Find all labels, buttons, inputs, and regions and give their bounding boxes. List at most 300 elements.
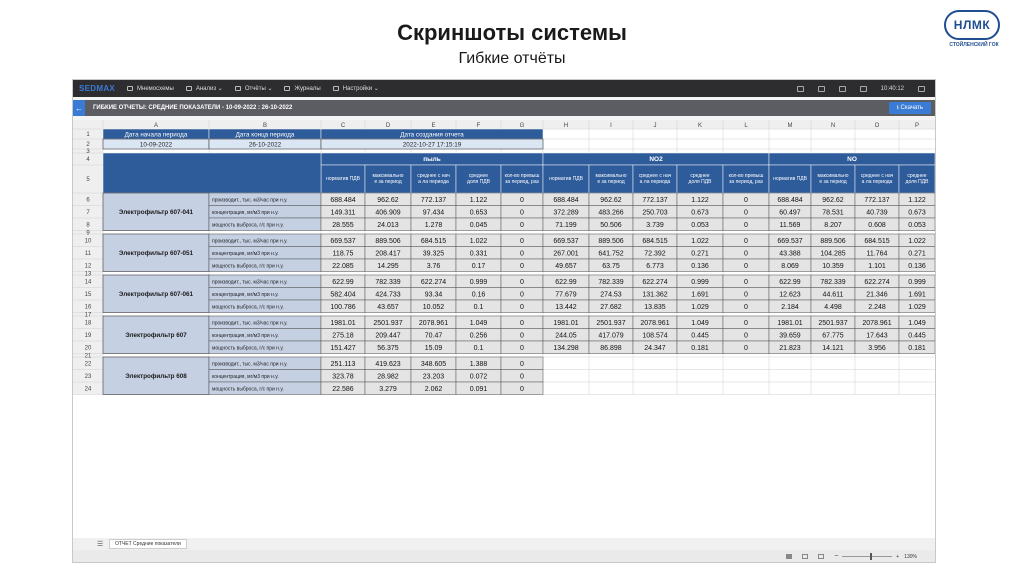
column-header-m: M — [787, 123, 793, 129]
row-number: 7 — [86, 209, 90, 216]
row-number: 23 — [84, 373, 92, 380]
metric-header-text: среднее с нач — [417, 173, 450, 179]
param-label-text: концентрация, мг/м3 при н.у. — [212, 291, 279, 298]
value-text: 244.05 — [555, 332, 577, 340]
value-text: 622.274 — [420, 278, 447, 286]
value-text: 0.072 — [469, 373, 488, 381]
value-text: 0 — [744, 344, 748, 352]
menu-reports-label: Отчёты — [244, 85, 266, 92]
column-header-n: N — [830, 123, 836, 129]
value-text: 483.266 — [598, 209, 624, 217]
metric-header-text: е за период — [374, 179, 402, 185]
value-text: 3.279 — [379, 385, 397, 393]
value-text: 323.78 — [332, 373, 354, 381]
param-label-text: мощность выброса, г/с при н.у. — [212, 304, 284, 311]
value-text: 0.673 — [691, 209, 709, 217]
arrow-left-icon: ← — [75, 103, 83, 113]
value-text: 60.497 — [779, 209, 801, 217]
menu-analysis-label: Анализ — [195, 85, 217, 92]
param-label-text: производит., тыс. м3/час при н.у. — [212, 320, 288, 327]
value-text: 6.773 — [646, 262, 664, 270]
value-text: 0.445 — [691, 332, 709, 340]
row-number: 19 — [84, 332, 92, 339]
info-value-text: 10-09-2022 — [139, 141, 173, 149]
pollutant-header-1: NO2 — [649, 156, 663, 163]
value-text: 424.733 — [375, 291, 401, 299]
value-text: 151.427 — [330, 344, 356, 352]
value-text: 0 — [744, 291, 748, 299]
row-number: 24 — [84, 386, 92, 393]
metric-header-text: доля ПДВ — [688, 179, 712, 185]
value-text: 63.75 — [602, 262, 620, 270]
value-text: 275.18 — [332, 332, 354, 340]
sheets-menu-icon[interactable]: ☰ — [97, 541, 104, 548]
top-navbar — [73, 80, 935, 97]
value-text: 4.498 — [824, 303, 842, 311]
value-text: 0.17 — [471, 262, 486, 270]
param-label-text: производит., тыс. м3/час при н.у. — [212, 197, 288, 204]
value-text: 1.022 — [908, 237, 926, 245]
metric-header-text: доля ПДВ — [467, 179, 490, 185]
row-number: 18 — [84, 320, 92, 327]
row-number: 9 — [86, 230, 90, 237]
value-text: 0.045 — [469, 221, 488, 229]
zoom-out-button[interactable]: − — [834, 553, 839, 560]
value-text: 15.09 — [424, 344, 443, 352]
metric-header-text: среднее с нач — [860, 173, 894, 179]
metric-header-text: за период, раз — [505, 179, 539, 185]
value-text: 72.392 — [644, 250, 666, 258]
row-number: 17 — [84, 312, 92, 319]
value-text: 0 — [520, 250, 524, 258]
page-break-icon[interactable] — [818, 554, 824, 559]
value-text: 0.1 — [473, 344, 484, 352]
value-text: 2.248 — [868, 303, 886, 311]
value-text: 0 — [744, 262, 748, 270]
value-text: 77.679 — [555, 291, 577, 299]
value-text: 684.515 — [864, 237, 890, 245]
value-text: 688.484 — [553, 196, 579, 204]
row-number: 22 — [84, 361, 92, 368]
value-text: 0.1 — [473, 303, 484, 311]
value-text: 56.375 — [377, 344, 399, 352]
menu-settings[interactable] — [333, 85, 379, 92]
analysis-icon — [186, 86, 192, 91]
value-text: 782.339 — [375, 278, 401, 286]
value-text: 67.775 — [822, 332, 844, 340]
value-text: 622.99 — [555, 278, 577, 286]
value-text: 782.339 — [598, 278, 624, 286]
row-number: 3 — [86, 149, 90, 155]
row-number: 12 — [84, 263, 92, 270]
value-text: 0.271 — [908, 250, 926, 258]
value-text: 267.001 — [553, 250, 579, 258]
value-text: 889.506 — [820, 237, 846, 245]
value-text: 889.506 — [375, 237, 401, 245]
value-text: 1.022 — [469, 237, 488, 245]
value-text: 100.786 — [330, 303, 356, 311]
metric-header-text: доля ПДВ — [905, 179, 929, 185]
value-text: 49.657 — [555, 262, 577, 270]
metric-header-text: среднее — [907, 173, 927, 179]
sheet-tab-report[interactable]: ОТЧЕТ Средние показатели — [109, 539, 187, 549]
value-text: 772.137 — [420, 196, 447, 204]
column-header-o: O — [874, 123, 880, 129]
value-text: 417.079 — [598, 332, 624, 340]
metric-header-text: максимально — [595, 173, 627, 179]
info-label-text: Дата конца периода — [235, 131, 295, 139]
metric-header-text: среднее — [690, 173, 710, 179]
param-label-text: производит., тыс. м3/час при н.у. — [212, 238, 288, 245]
value-text: 622.99 — [332, 278, 354, 286]
chevron-down-icon: ⌄ — [217, 86, 223, 92]
value-text: 3.76 — [426, 262, 441, 270]
row-number: 11 — [84, 250, 92, 257]
info-label-text: Дата создания отчета — [400, 131, 464, 139]
value-text: 0.445 — [908, 332, 926, 340]
value-text: 13.835 — [644, 303, 666, 311]
value-text: 0 — [520, 360, 524, 368]
report-title: ГИБКИЕ ОТЧЕТЫ: СРЕДНИЕ ПОКАЗАТЕЛИ - 10-09-2022 : 26-10-2022 — [93, 105, 293, 111]
value-text: 21.823 — [779, 344, 801, 352]
menu-settings-label: Настройки — [342, 85, 373, 92]
value-text: 1981.01 — [330, 319, 356, 327]
logo-subtitle: СТОЙЛЕНСКИЙ ГОК — [949, 42, 999, 48]
column-header-p: P — [914, 123, 920, 129]
row-number: 15 — [84, 291, 92, 298]
zoom-in-button[interactable]: + — [896, 553, 900, 560]
value-text: 43.657 — [377, 303, 399, 311]
value-text: 0 — [520, 332, 524, 340]
column-header-i: I — [610, 123, 612, 129]
value-text: 0.16 — [471, 291, 486, 299]
group-name-0: Электрофильтр 607-041 — [118, 208, 194, 216]
param-label-text: мощность выброса, г/с при н.у. — [212, 386, 284, 393]
value-text: 0 — [520, 262, 524, 270]
row-number: 21 — [84, 353, 92, 360]
report-header-bar — [73, 100, 935, 116]
journals-icon — [284, 86, 290, 91]
column-header-f: F — [476, 123, 481, 129]
value-text: 0 — [520, 373, 524, 381]
value-text: 28.555 — [332, 221, 354, 229]
value-text: 0.331 — [469, 250, 488, 258]
value-text: 0 — [744, 237, 748, 245]
zoom-slider-knob[interactable] — [870, 553, 872, 560]
zoom-slider[interactable] — [842, 556, 892, 557]
column-header-d: D — [385, 123, 391, 129]
value-text: 2078.961 — [640, 319, 670, 327]
value-text: 93.34 — [424, 291, 443, 299]
value-text: 209.447 — [375, 332, 401, 340]
value-text: 39.325 — [422, 250, 445, 258]
param-label-text: концентрация, мг/м3 при н.у. — [212, 332, 279, 339]
value-text: 0 — [520, 291, 524, 299]
value-text: 108.574 — [642, 332, 668, 340]
value-text: 0.053 — [691, 221, 709, 229]
metric-header-text: среднее — [468, 173, 489, 179]
row-number: 6 — [86, 197, 90, 204]
value-text: 24.347 — [644, 344, 666, 352]
value-text: 0 — [520, 319, 524, 327]
value-text: 0.271 — [691, 250, 709, 258]
value-text: 0.053 — [908, 221, 926, 229]
value-text: 13.442 — [555, 303, 577, 311]
value-text: 39.659 — [779, 332, 801, 340]
value-text: 0.181 — [691, 344, 709, 352]
value-text: 348.605 — [420, 360, 447, 368]
value-text: 0 — [744, 332, 748, 340]
value-text: 118.75 — [332, 250, 354, 258]
value-text: 104.285 — [820, 250, 846, 258]
column-header-h: H — [563, 123, 569, 129]
row-number: 5 — [86, 177, 90, 183]
value-text: 622.274 — [864, 278, 890, 286]
value-text: 1.122 — [469, 196, 488, 204]
value-text: 50.506 — [600, 221, 622, 229]
value-text: 962.62 — [600, 196, 622, 204]
value-text: 1.029 — [691, 303, 709, 311]
value-text: 0 — [744, 278, 748, 286]
value-text: 684.515 — [642, 237, 668, 245]
value-text: 889.506 — [598, 237, 624, 245]
message-icon[interactable] — [818, 86, 825, 92]
value-text: 131.362 — [642, 291, 668, 299]
value-text: 0 — [744, 250, 748, 258]
value-text: 0.256 — [469, 332, 488, 340]
value-text: 1.029 — [908, 303, 926, 311]
value-text: 962.62 — [822, 196, 844, 204]
value-text: 22.085 — [332, 262, 354, 270]
row-number: 1 — [86, 132, 90, 138]
param-label-text: концентрация, мг/м3 при н.у. — [212, 209, 279, 216]
value-text: 0 — [520, 344, 524, 352]
chevron-down-icon: ⌄ — [373, 86, 379, 92]
value-text: 2.062 — [424, 385, 443, 393]
value-text: 251.113 — [330, 360, 356, 368]
value-text: 10.052 — [422, 303, 445, 311]
metric-header-text: е за период — [819, 179, 847, 185]
value-text: 70.47 — [424, 332, 443, 340]
back-button[interactable] — [73, 100, 85, 116]
company-logo — [944, 10, 1000, 40]
metric-header-text: среднее с нач — [638, 173, 672, 179]
value-text: 23.203 — [422, 373, 445, 381]
value-text: 21.346 — [866, 291, 888, 299]
value-text: 0.673 — [908, 209, 926, 217]
metric-header-text: а ла периода — [861, 179, 893, 185]
column-header-a: A — [153, 123, 159, 129]
value-text: 669.537 — [777, 237, 803, 245]
spreadsheet-grid[interactable] — [73, 120, 935, 540]
value-text: 0 — [520, 237, 524, 245]
value-text: 0 — [744, 221, 748, 229]
group-name-1: Электрофильтр 607-051 — [118, 249, 194, 257]
menu-mnemonic[interactable] — [127, 86, 174, 92]
value-text: 14.295 — [377, 262, 399, 270]
value-text: 782.339 — [820, 278, 846, 286]
mnemonic-icon — [127, 86, 133, 91]
metric-header-text: е за период — [597, 179, 625, 185]
value-text: 688.484 — [777, 196, 803, 204]
value-text: 1.122 — [908, 196, 926, 204]
value-text: 17.643 — [866, 332, 888, 340]
value-text: 1981.01 — [777, 319, 803, 327]
value-text: 669.537 — [553, 237, 579, 245]
download-button[interactable] — [889, 102, 931, 114]
metric-header-text: а ла периода — [418, 179, 449, 185]
value-text: 1.049 — [469, 319, 488, 327]
chevron-down-icon: ⌄ — [267, 86, 273, 92]
mail-icon[interactable] — [797, 86, 804, 92]
row-number: 20 — [84, 345, 92, 352]
param-label-text: мощность выброса, г/с при н.у. — [212, 345, 284, 352]
value-text: 0.608 — [868, 221, 886, 229]
metric-header-text: максимально — [372, 173, 404, 179]
value-text: 406.909 — [375, 209, 401, 217]
page-layout-icon[interactable] — [802, 554, 808, 559]
value-text: 0.136 — [691, 262, 709, 270]
pollutant-header-2: NO — [847, 156, 857, 163]
slide-title: Скриншоты системы — [397, 20, 627, 45]
value-text: 44.611 — [822, 291, 844, 299]
metric-header-text: норматив ПДВ — [549, 176, 583, 182]
value-text: 0.091 — [469, 385, 488, 393]
column-header-bar — [73, 120, 935, 129]
value-text: 11.764 — [866, 250, 888, 258]
param-label-text: мощность выброса, г/с при н.у. — [212, 263, 284, 270]
value-text: 1981.01 — [553, 319, 579, 327]
reports-icon — [235, 86, 241, 91]
value-text: 1.101 — [868, 262, 886, 270]
param-label-text: производит., тыс. м3/час при н.у. — [212, 279, 288, 286]
column-header-c: C — [340, 123, 346, 129]
user-icon[interactable] — [918, 86, 925, 92]
metric-header-text: максимально — [817, 173, 849, 179]
value-text: 0.181 — [908, 344, 926, 352]
value-text: 772.137 — [642, 196, 668, 204]
info-value-text: 2022-10-27 17:15:19 — [402, 141, 462, 149]
value-text: 2501.937 — [596, 319, 626, 327]
value-text: 149.311 — [330, 209, 356, 217]
value-text: 78.531 — [822, 209, 844, 217]
column-header-b: B — [262, 123, 268, 129]
value-text: 28.982 — [377, 373, 399, 381]
value-text: 622.99 — [779, 278, 801, 286]
menu-mnemonic-label: Мнемосхемы — [137, 85, 174, 92]
clock: 10:40:12 — [880, 85, 904, 92]
row-number: 4 — [86, 157, 90, 163]
value-text: 1.049 — [908, 319, 926, 327]
value-text: 1.388 — [469, 360, 488, 368]
value-text: 0.999 — [469, 278, 488, 286]
metric-header-text: а ла периода — [639, 179, 671, 185]
value-text: 8.207 — [824, 221, 842, 229]
value-text: 250.703 — [642, 209, 668, 217]
settings-icon — [333, 86, 339, 91]
value-text: 772.137 — [864, 196, 890, 204]
param-label-text: концентрация, мг/м3 при н.у. — [212, 373, 279, 380]
value-text: 1.691 — [908, 291, 926, 299]
param-label-text: мощность выброса, г/с при н.у. — [212, 222, 284, 229]
info-label-text: Дата начала периода — [124, 131, 188, 139]
value-text: 3.739 — [646, 221, 664, 229]
value-text: 2078.961 — [862, 319, 892, 327]
menu-journals-label: Журналы — [294, 85, 321, 92]
value-text: 372.289 — [553, 209, 579, 217]
metric-header-text: кол-во превыш — [504, 173, 540, 179]
menu-journals[interactable] — [284, 86, 320, 92]
value-text: 419.623 — [375, 360, 401, 368]
metric-header-text: норматив ПДВ — [326, 176, 360, 182]
value-text: 582.404 — [330, 291, 356, 299]
metric-header-text: за период, раз — [729, 179, 763, 185]
value-text: 208.417 — [375, 250, 401, 258]
bell-icon[interactable] — [860, 86, 867, 92]
value-text: 684.515 — [420, 237, 447, 245]
row-number: 14 — [84, 279, 92, 286]
value-text: 86.898 — [600, 344, 622, 352]
spreadsheet[interactable] — [73, 120, 935, 540]
value-text: 0 — [520, 221, 524, 229]
row-number: 13 — [84, 271, 92, 278]
value-text: 0 — [744, 209, 748, 217]
value-text: 0.999 — [908, 278, 926, 286]
value-text: 2501.937 — [373, 319, 403, 327]
value-text: 0.136 — [908, 262, 926, 270]
group-name-4: Электрофильтр 608 — [125, 372, 187, 380]
value-text: 0 — [744, 319, 748, 327]
row-number: 16 — [84, 304, 92, 311]
value-text: 274.53 — [600, 291, 622, 299]
column-header-e: E — [431, 123, 436, 129]
brand-logo[interactable]: SEDMAX — [79, 84, 116, 93]
value-text: 24.013 — [377, 221, 399, 229]
value-text: 12.623 — [779, 291, 801, 299]
column-header-g: G — [519, 123, 525, 129]
value-text: 40.739 — [866, 209, 888, 217]
value-text: 2.184 — [781, 303, 799, 311]
value-text: 71.199 — [555, 221, 577, 229]
value-text: 0 — [520, 196, 524, 204]
group-name-3: Электрофильтр 607 — [125, 331, 187, 339]
info-icon[interactable] — [839, 86, 846, 92]
sheet-tab-bar — [73, 538, 935, 550]
param-label-text: производит., тыс. м3/час при н.у. — [212, 361, 288, 368]
value-text: 0 — [520, 209, 524, 217]
value-text: 11.569 — [779, 221, 801, 229]
value-text: 97.434 — [422, 209, 445, 217]
column-header-j: J — [653, 123, 657, 129]
value-text: 27.682 — [600, 303, 622, 311]
menu-reports[interactable] — [235, 85, 273, 92]
normal-view-icon[interactable] — [786, 554, 792, 559]
value-text: 622.274 — [642, 278, 668, 286]
value-text: 2501.937 — [818, 319, 848, 327]
value-text: 0 — [520, 385, 524, 393]
download-label: Скачать — [900, 105, 923, 111]
header-blank-block — [103, 153, 321, 193]
status-bar — [73, 550, 935, 563]
value-text: 3.956 — [868, 344, 886, 352]
group-name-2: Электрофильтр 607-061 — [118, 290, 194, 298]
metric-header-text: кол-во превыш — [728, 173, 764, 179]
menu-analysis[interactable] — [186, 85, 223, 92]
info-value-text: 26-10-2022 — [248, 141, 282, 149]
metric-header-text: норматив ПДВ — [773, 176, 807, 182]
value-text: 14.121 — [822, 344, 844, 352]
value-text: 0 — [744, 303, 748, 311]
